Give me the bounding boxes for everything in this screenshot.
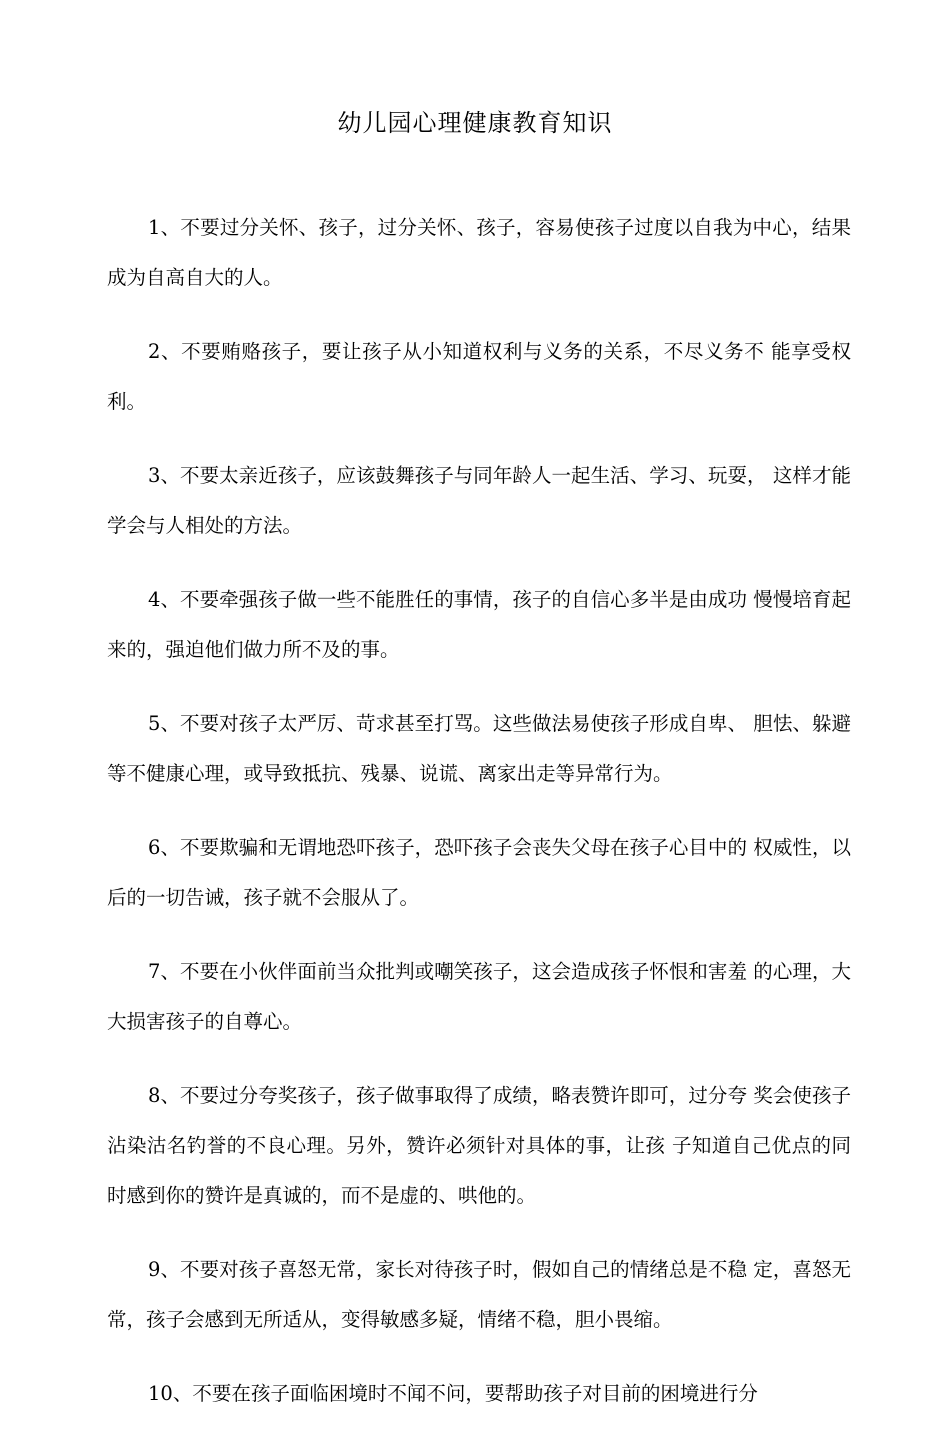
paragraph-10: 10、不要在孩子面临困境时不闻不问，要帮助孩子对目前的困境进行分	[148, 1382, 758, 1405]
paragraph-6: 6、不要欺骗和无谓地恐吓孩子，恐吓孩子会丧失父母在孩子心目中的 权威性，以后的一切告诫，孩子就不会服从了。	[107, 836, 851, 909]
paragraph-7: 7、不要在小伙伴面前当众批判或嘲笑孩子，这会造成孩子怀恨和害羞 的心理，大大损害孩子的自尊心。	[107, 960, 851, 1033]
paragraph-5: 5、不要对孩子太严厉、苛求甚至打骂。这些做法易使孩子形成自卑、 胆怯、躲避等不健康心理，或导致抵抗、残暴、说谎、离家出走等异常行为。	[107, 712, 851, 785]
paragraph-3: 3、不要太亲近孩子，应该鼓舞孩子与同年龄人一起生活、学习、玩耍， 这样才能学会与人相处的方法。	[107, 464, 851, 537]
paragraph-9: 9、不要对孩子喜怒无常，家长对待孩子时，假如自己的情绪总是不稳 定，喜怒无常，孩子会感到无所适从，变得敏感多疑，情绪不稳，胆小畏缩。	[107, 1258, 851, 1331]
document-title: 幼儿园心理健康教育知识	[337, 109, 613, 137]
paragraph-1: 1、不要过分关怀、孩子，过分关怀、孩子，容易使孩子过度以自我为中心，结果成为自高自大的人。	[107, 216, 851, 289]
paragraph-4: 4、不要牵强孩子做一些不能胜任的事情，孩子的自信心多半是由成功 慢慢培育起来的，强迫他们做力所不及的事。	[107, 588, 851, 661]
paragraph-8: 8、不要过分夸奖孩子，孩子做事取得了成绩，略表赞许即可，过分夸 奖会使孩子沾染沽名钓誉的不良心理。另外，赞许必须针对具体的事，让孩 子知道自己优点的同时感到你的赞许是真诚的，而不是虚的、哄他的。	[107, 1084, 851, 1207]
paragraph-2: 2、不要贿赂孩子，要让孩子从小知道权利与义务的关系，不尽义务不 能享受权利。	[107, 340, 851, 413]
document-body	[107, 203, 851, 1443]
